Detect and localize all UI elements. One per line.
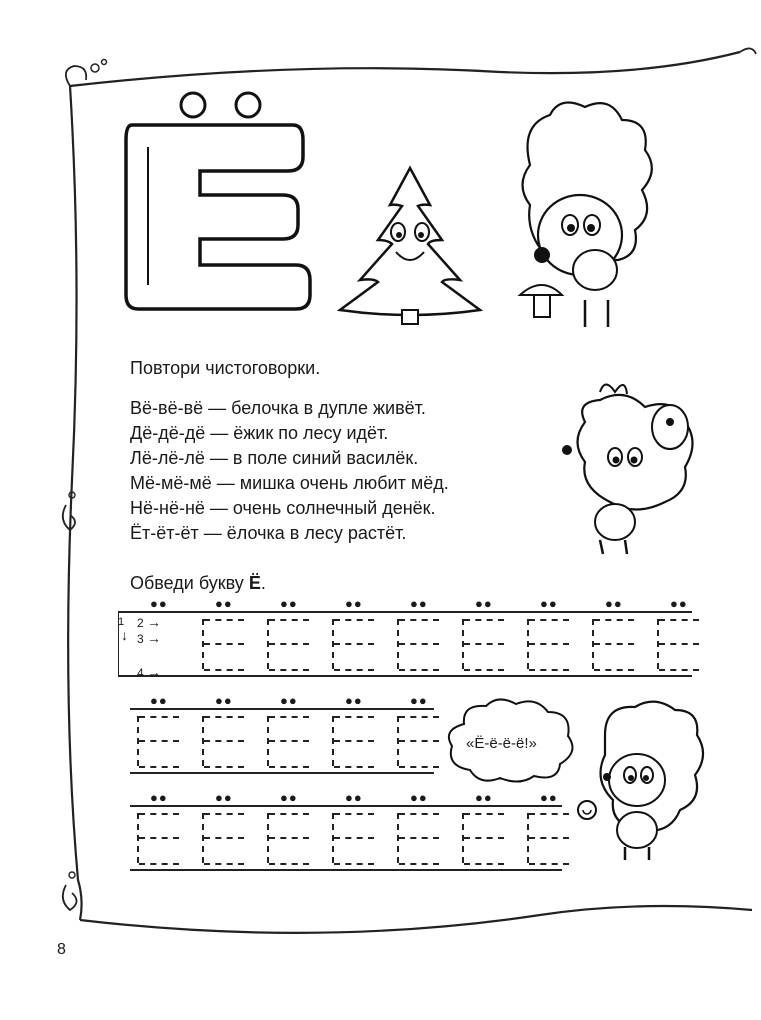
tracing-cell xyxy=(200,807,264,869)
arrow-right-icon: → xyxy=(147,614,161,630)
tongue-twister-line: Мё-мё-мё — мишка очень любит мёд. xyxy=(130,473,449,493)
tracing-guide-bar xyxy=(334,619,374,621)
tracing-cell xyxy=(330,613,394,675)
tracing-dots: ●● xyxy=(345,596,363,611)
tracing-cell xyxy=(460,807,524,869)
tongue-twister-line: Вё-вё-вё — белочка в дупле живёт. xyxy=(130,398,426,418)
tracing-guide-bar xyxy=(334,837,374,839)
tracing-guide-bar xyxy=(399,643,439,645)
tracing-guide-bar xyxy=(464,643,504,645)
tracing-guide-bar xyxy=(269,669,309,671)
tracing-dots: ●● xyxy=(475,790,493,805)
tracing-guide-bar xyxy=(269,863,309,865)
tongue-twister-line: Ёт-ёт-ёт — ёлочка в лесу растёт. xyxy=(130,523,407,543)
tracing-guide-bar xyxy=(334,813,374,815)
instruction-trace-text: Обведи букву xyxy=(130,573,249,593)
tracing-cell xyxy=(655,613,719,675)
arrow-down-icon: ↓ xyxy=(121,627,128,643)
tracing-guide-bar xyxy=(269,643,309,645)
tracing-guide-bar xyxy=(334,863,374,865)
tracing-guide-bar xyxy=(269,740,309,742)
tracing-guide-bar xyxy=(529,813,569,815)
stroke-number: 3 xyxy=(137,632,144,646)
tracing-guide-bar xyxy=(204,716,244,718)
tracing-guide-bar xyxy=(139,716,179,718)
tracing-dots: ●● xyxy=(215,790,233,805)
big-letter-yo-outline xyxy=(118,85,328,315)
instruction-trace xyxy=(130,573,266,594)
tracing-cell xyxy=(330,710,394,772)
stroke-number: 2 xyxy=(137,616,144,630)
page-number: 8 xyxy=(57,941,66,958)
tracing-guide-bar xyxy=(464,813,504,815)
tracing-guide-bar xyxy=(594,669,634,671)
tracing-guide-bar xyxy=(529,643,569,645)
tracing-guide-bar xyxy=(659,669,699,671)
hedgehog-girl-illustration xyxy=(555,372,705,562)
tracing-guide-bar xyxy=(399,863,439,865)
tracing-row-3-bottom-line xyxy=(130,869,562,871)
tracing-guide-bar xyxy=(269,837,309,839)
tracing-guide-bar xyxy=(204,766,244,768)
tracing-dots: ●● xyxy=(280,693,298,708)
tracing-guide-bar xyxy=(659,619,699,621)
tracing-guide-bar xyxy=(529,837,569,839)
tracing-cell xyxy=(525,613,589,675)
tracing-guide-bar xyxy=(399,813,439,815)
tracing-guide-bar xyxy=(334,716,374,718)
hedgehog-with-snail-illustration xyxy=(575,695,705,865)
tracing-guide-bar xyxy=(594,643,634,645)
tracing-guide-bar xyxy=(204,863,244,865)
tracing-guide-bar xyxy=(204,643,244,645)
tongue-twister-list xyxy=(130,396,449,546)
tracing-guide-bar xyxy=(464,669,504,671)
tracing-dots: ●● xyxy=(150,790,168,805)
tracing-guide-bar xyxy=(139,837,179,839)
tracing-guide-bar xyxy=(659,643,699,645)
tracing-guide-bar xyxy=(529,669,569,671)
tracing-guide-bar xyxy=(139,740,179,742)
tracing-cell xyxy=(265,807,329,869)
tracing-dots: ●● xyxy=(215,596,233,611)
tracing-guide-bar xyxy=(334,669,374,671)
tracing-dots: ●● xyxy=(410,596,428,611)
tracing-cell xyxy=(200,710,264,772)
tracing-guide-bar xyxy=(204,669,244,671)
tracing-guide-bar xyxy=(269,766,309,768)
tracing-guide-bar xyxy=(529,863,569,865)
tracing-guide-bar xyxy=(204,837,244,839)
tracing-cell xyxy=(330,807,394,869)
tracing-dots: ●● xyxy=(280,596,298,611)
tracing-guide-bar xyxy=(399,669,439,671)
tracing-guide-bar xyxy=(529,619,569,621)
tracing-guide-bar xyxy=(399,716,439,718)
tracing-dots: ●● xyxy=(150,693,168,708)
tracing-guide-bar xyxy=(269,716,309,718)
speech-bubble-text: «Ё-ё-ё-ё!» xyxy=(466,735,537,752)
tracing-guide-bar xyxy=(464,837,504,839)
tracing-dots: ●● xyxy=(215,693,233,708)
tracing-row-2-bottom-line xyxy=(130,772,434,774)
arrow-right-icon: → xyxy=(147,630,161,646)
tracing-guide-bar xyxy=(139,863,179,865)
tracing-cell xyxy=(135,807,199,869)
tracing-guide-bar xyxy=(334,766,374,768)
tracing-guide-bar xyxy=(334,740,374,742)
tracing-cell xyxy=(135,613,199,675)
tracing-cell xyxy=(525,807,589,869)
tracing-guide-bar xyxy=(139,766,179,768)
hedgehog-with-mushroom-illustration xyxy=(490,95,660,335)
tracing-guide-bar xyxy=(269,619,309,621)
tongue-twister-line: Нё-нё-нё — очень солнечный денёк. xyxy=(130,498,436,518)
instruction-repeat: Повтори чистоговорки. xyxy=(130,358,321,378)
tongue-twister-line: Дё-дё-дё — ёжик по лесу идёт. xyxy=(130,423,389,443)
tracing-guide-bar xyxy=(594,619,634,621)
tracing-guide-bar xyxy=(399,766,439,768)
tracing-dots: ●● xyxy=(540,790,558,805)
tracing-dots: ●● xyxy=(540,596,558,611)
tracing-dots: ●● xyxy=(410,790,428,805)
stroke-number: 4 xyxy=(137,666,144,680)
tracing-guide-bar xyxy=(464,619,504,621)
smiling-fir-tree-illustration xyxy=(330,160,490,330)
stroke-number: 1 xyxy=(118,616,125,628)
tracing-guide-bar xyxy=(204,813,244,815)
tongue-twister-line: Лё-лё-лё — в поле синий василёк. xyxy=(130,448,419,468)
tracing-cell xyxy=(265,710,329,772)
tracing-guide-bar xyxy=(399,619,439,621)
tracing-cell xyxy=(135,710,199,772)
tracing-cell xyxy=(460,613,524,675)
tracing-guide-bar xyxy=(464,863,504,865)
arrow-right-icon: → xyxy=(147,664,161,680)
tracing-guide-bar xyxy=(334,643,374,645)
tracing-guide-bar xyxy=(204,740,244,742)
tracing-dots: ●● xyxy=(475,596,493,611)
tracing-dots: ●● xyxy=(670,596,688,611)
tracing-row-1-bottom-line xyxy=(118,675,692,677)
tracing-guide-bar xyxy=(139,813,179,815)
tracing-guide-bar xyxy=(399,837,439,839)
tracing-dots: ●● xyxy=(150,596,168,611)
tracing-cell xyxy=(395,613,459,675)
tracing-dots: ●● xyxy=(410,693,428,708)
tracing-guide-bar xyxy=(269,813,309,815)
tracing-guide-bar xyxy=(399,740,439,742)
tracing-dots: ●● xyxy=(605,596,623,611)
tracing-dots: ●● xyxy=(345,693,363,708)
tracing-dots: ●● xyxy=(345,790,363,805)
tracing-cell xyxy=(395,807,459,869)
tracing-cell xyxy=(265,613,329,675)
tracing-dots: ●● xyxy=(280,790,298,805)
tracing-cell xyxy=(200,613,264,675)
instruction-trace-letter: Ё xyxy=(248,573,261,593)
tracing-guide-bar xyxy=(204,619,244,621)
tracing-cell xyxy=(590,613,654,675)
instruction-trace-period: . xyxy=(260,573,266,593)
